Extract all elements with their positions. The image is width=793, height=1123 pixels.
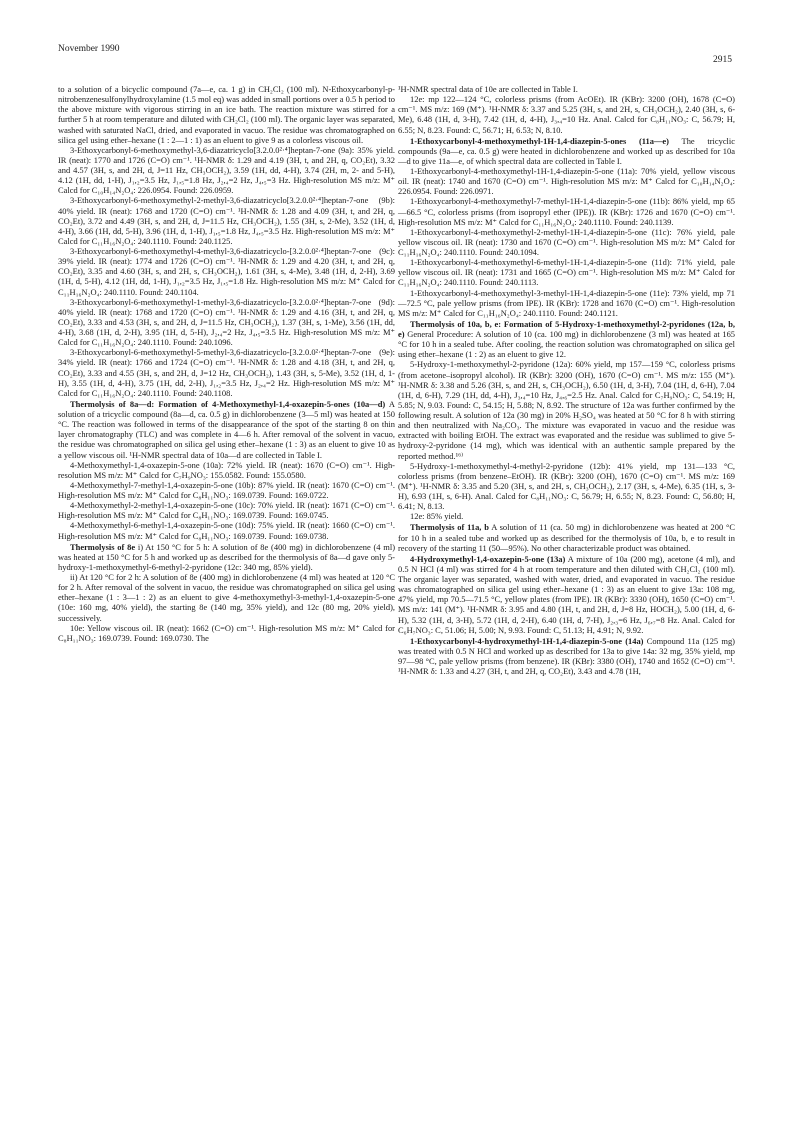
paragraph-text: 1-Ethoxycarbonyl-4-methoxymethyl-6-methyl-1H-1,4-diazepin-5-one (11d): 71% yield, pale yellow viscous oil. IR (neat): 1731 and 1665 (C=O) cm⁻¹. High-resolution MS m/z: M⁺ Calcd for C₁₁H₁₆N₂O₄: 240.1110. Found: 240.1113. xyxy=(398,257,735,288)
body-paragraph xyxy=(398,257,735,287)
paragraph-text: ¹H-NMR spectral data of 10e are collected in Table I. xyxy=(398,84,578,94)
section-paragraph xyxy=(58,399,395,460)
running-header-date: November 1990 xyxy=(58,44,120,54)
section-heading: 1-Ethoxycarbonyl-4-hydroxymethyl-1H-1,4-diazepin-5-one (14a) xyxy=(410,635,644,646)
body-paragraph xyxy=(398,84,735,94)
section-paragraph xyxy=(398,636,735,677)
body-paragraph xyxy=(58,500,395,520)
section-heading: Thermolysis of 8a—d: Formation of 4-Methoxymethyl-1,4-oxazepin-5-ones (10a—d) xyxy=(70,398,386,409)
paragraph-text: Compound 11a (125 mg) was treated with 0.5 N HCl and worked up as described for 13a to give 14a: 32 mg, 35% yield, mp 97—98 °C, pale yellow prisms (from benzene). IR (KBr): 3380 (OH), 1740 and 1652 (C=O) cm⁻¹. ¹H-NMR δ: 1.33 and 4.27 (3H, t, and 2H, q, CO₂Et), 3.43 and 4.78 (1H, xyxy=(398,635,735,677)
paragraph-text: 1-Ethoxycarbonyl-4-methoxymethyl-3-methyl-1H-1,4-diazepin-5-one (11e): 73% yield, mp 71—72.5 °C, pale yellow prisms (from IPE). IR (KBr): 1728 and 1670 (C=O) cm⁻¹. High-resolution MS m/z: M⁺ Calcd for C₁₁H₁₆N₂O₄: 240.1110. Found: 240.1121. xyxy=(398,287,735,318)
section-heading: 1-Ethoxycarbonyl-4-methoxymethyl-1H-1,4-diazepin-5-ones (11a—e) xyxy=(410,135,669,146)
body-paragraph xyxy=(58,520,395,540)
section-paragraph xyxy=(398,319,735,360)
body-paragraph xyxy=(58,195,395,246)
section-paragraph xyxy=(398,136,735,166)
body-paragraph xyxy=(398,511,735,521)
paragraph-text: 3-Ethoxycarbonyl-6-methoxymethyl-2-methyl-3,6-diazatricyclo[3.2.0.0²·⁴]heptan-7-one (9b): 40% yield. IR (neat): 1768 and 1720 (C=O) cm⁻¹. ¹H-NMR δ: 1.28 and 4.09 (3H, t, and 2H, q, CO₂Et), 3.72 and 4.49 (3H, s, and 2H, d, J=11.5 Hz, CH₃OCH₂), 1.55 (3H, s, 2-Me), 3.52 (1H, d, 4-H), 3.66 (1H, dd, 5-H), 3.96 (1H, d, 1-H), J₁,₅=1.8 Hz, J₄,₅=3.5 Hz. High-resolution MS m/z: M⁺ Calcd for C₁₁H₁₆N₂O₄: 240.1110. Found: 240.1125. xyxy=(58,195,395,246)
paragraph-text: 3-Ethoxycarbonyl-6-methoxymethyl-5-methyl-3,6-diazatricyclo-[3.2.0.0²·⁴]heptan-7-one (9e): 34% yield. IR (neat): 1766 and 1724 (C=O) cm⁻¹. ¹H-NMR δ: 1.28 and 4.18 (3H, t, and 2H, q, CO₂Et), 3.33 and 4.55 (3H, s, and 2H, d, J=12 Hz, CH₃OCH₂), 1.43 (3H, s, 5-Me), 3.52 (1H, d, 1-H), 3.55 (1H, d, 4-H), 3.75 (1H, dd, 2-H), J₁,₂=3.5 Hz, J₂,₄=2 Hz. High-resolution MS m/z: M⁺ Calcd for C₁₁H₁₆N₂O₄: 240.1110. Found: 240.1108. xyxy=(58,347,395,398)
paragraph-text: General Procedure: A solution of 10 (ca. 100 mg) in dichlorobenzene (3 ml) was heated at 165 °C for 10 h in a sealed tube. After cooling, the reaction solution was chromatographed on silica gel using ether–hexane (1 : 2) as an eluent to give 12. xyxy=(398,329,736,360)
body-paragraph xyxy=(58,572,395,623)
body-paragraph xyxy=(398,359,735,460)
paragraph-text: 12e: mp 122—124 °C, colorless prisms (from AcOEt). IR (KBr): 3200 (OH), 1678 (C=O) cm⁻¹. MS m/z: 169 (M⁺). ¹H-NMR δ: 3.37 and 5.25 (3H, s, and 2H, s, CH₃OCH₂), 2.40 (3H, s, 6-Me), 6.48 (1H, d, 3-H), 7.42 (1H, d, 4-H), J₃,₄=10 Hz. Anal. Calcd for C₈H₁₁NO₃: C, 56.79; H, 6.55; N, 8.23. Found: C, 56.71; H, 6.53; N, 8.10. xyxy=(398,94,735,135)
paragraph-text: 4-Methoxymethyl-6-methyl-1,4-oxazepin-5-one (10d): 75% yield. IR (neat): 1660 (C=O) cm⁻¹. High-resolution MS m/z: M⁺ Calcd for C₈H₁₁NO₃: 169.0739. Found: 169.0738. xyxy=(58,520,395,541)
paragraph-text: i) At 150 °C for 5 h: A solution of 8e (400 mg) in dichlorobenzene (4 ml) was heated at 150 °C for 5 h and worked up as described for the thermolysis of 8a—d gave only 5-hydroxy-1-methoxymethyl-6-methyl-2-pyridone (12c: 340 mg, 85% yield). xyxy=(58,541,396,572)
paragraph-text: ii) At 120 °C for 2 h: A solution of 8e (400 mg) in dichlorobenzene (4 ml) was heated at 120 °C for 2 h. After removal of the solvent in vacuo, the residue was chromatographed on silica gel using ether–hexane (1 : 3—1 : 2) as an eluent to give 4-methoxymethyl-3-methyl-1,4-oxazepin-5-one (10e: 160 mg, 40% yield), the starting 8e (140 mg, 35% yield), and 12c (80 mg, 20% yield), successively. xyxy=(58,572,395,623)
paragraph-text: 1-Ethoxycarbonyl-4-methoxymethyl-7-methyl-1H-1,4-diazepin-5-one (11b): 86% yield, mp 65—66.5 °C, colorless prisms (from isopropyl ether (IPE)). IR (KBr): 1726 and 1670 (C=O) cm⁻¹. High-resolution MS m/z: M⁺ Calcd for C₁₁H₁₆N₂O₄: 240.1110. Found: 240.1139. xyxy=(398,196,735,227)
section-heading: Thermolysis of 11a, b xyxy=(410,522,489,533)
body-paragraph xyxy=(398,227,735,257)
body-paragraph xyxy=(398,166,735,196)
body-paragraph xyxy=(58,623,395,643)
right-text-column xyxy=(398,84,735,676)
paragraph-text: 3-Ethoxycarbonyl-6-methoxymethyl-3,6-diazatricyclo[3.2.0.0²·⁴]heptan-7-one (9a): 35% yield. IR (neat): 1770 and 1726 (C=O) cm⁻¹. ¹H-NMR δ: 1.29 and 4.19 (3H, t, and 2H, q, CO₂Et), 3.32 and 4.57 (3H, s, and 2H, d, J=11 Hz, CH₃OCH₂), 3.59 (1H, dd, 4-H), 3.74 (2H, m, 2- and 5-H), 4.12 (1H, dd, 1-H), J₁,₂=3.5 Hz, J₁,₅=1.8 Hz, J₂,₄=2 Hz, J₄,₅=3 Hz. High-resolution MS m/z: M⁺ Calcd for C₁₀H₁₄N₂O₄: 226.0954. Found: 226.0959. xyxy=(58,144,395,196)
paragraph-text: 12e: 85% yield. xyxy=(410,511,464,522)
body-paragraph xyxy=(398,94,735,135)
paragraph-text: 4-Methoxymethyl-7-methyl-1,4-oxazepin-5-one (10b): 87% yield. IR (neat): 1670 (C=O) cm⁻¹. High-resolution MS m/z: M⁺ Calcd for C₈H₁₁NO₃: 169.0739. Found: 169.0722. xyxy=(58,479,395,500)
body-paragraph xyxy=(58,145,395,196)
body-paragraph xyxy=(58,297,395,348)
body-paragraph xyxy=(398,196,735,226)
section-heading: 4-Hydroxymethyl-1,4-oxazepin-5-one (13a) xyxy=(410,553,566,564)
section-heading: Thermolysis of 8e xyxy=(70,541,136,552)
paragraph-text: 3-Ethoxycarbonyl-6-methoxymethyl-4-methyl-3,6-diazatricyclo-[3.2.0.0²·⁴]heptan-7-one (9c): 39% yield. IR (neat): 1774 and 1726 (C=O) cm⁻¹. ¹H-NMR δ: 1.29 and 4.20 (3H, t, and 2H, q, CO₂Et), 3.35 and 4.60 (3H, s, and 2H, s, CH₃OCH₂), 1.61 (3H, s, 4-Me), 3.48 (1H, d, 2-H), 3.69 (1H, d, 5-H), 4.12 (1H, dd, 1-H), J₁,₂=3.5 Hz, J₁,₅=1.8 Hz. High-resolution MS m/z: M⁺ Calcd for C₁₁H₁₆N₂O₄: 240.1110. Found: 240.1104. xyxy=(58,246,395,297)
paragraph-text: to a solution of a bicyclic compound (7a—e, ca. 1 g) in CH₂Cl₂ (100 ml). N-Ethoxycarbonyl-p-nitrobenzenesulfonylhydroxylamine (1.5 mol eq) was added in small portions over a 0.5 h period to the above mixture with vigorous stirring in an ice bath. The reaction mixture was stirred for a further 5 h at room temperature and diluted with CH₂Cl₂ (100 ml). The organic layer was separated, washed with saturated NaCl, dried, and evaporated in vacuo. The residue was chromatographed on silica gel using ether–hexane (1 : 2—1 : 1) as an eluent to give 9 as a colorless viscous oil. xyxy=(58,84,395,145)
body-paragraph xyxy=(58,460,395,480)
section-paragraph xyxy=(398,554,735,635)
section-paragraph xyxy=(398,522,735,552)
paragraph-text: A solution of a tricyclic compound (8a—d, ca. 0.5 g) in dichlorobenzene (3—5 ml) was heated at 150 °C. The reaction was followed in terms of the disappearance of the spot of the starting 8 on thin layer chromatography (TLC) and was complete in 4—6 h. After removal of the solvent in vacuo, the residue was chromatographed on silica gel using ether–hexane (1 : 3) as an eluent to give 10 as a yellow viscous oil. ¹H-NMR spectral data of 10a—d are collected in Table I. xyxy=(58,398,395,460)
paragraph-text: A solution of 11 (ca. 50 mg) in dichlorobenzene was heated at 200 °C for 10 h in a sealed tube and worked up as described for the thermolysis of 10a, b, e to result in recovery of the starting 11 (50—95%). No other characterizable product was obtained. xyxy=(398,522,735,553)
paragraph-text: 1-Ethoxycarbonyl-4-methoxymethyl-1H-1,4-diazepin-5-one (11a): 70% yield, yellow viscous oil. IR (neat): 1740 and 1670 (C=O) cm⁻¹. High-resolution MS m/z: M⁺ Calcd for C₁₀H₁₄N₂O₄: 226.0954. Found: 226.0971. xyxy=(398,166,735,197)
section-heading: Thermolysis of 10a, b, e: Formation of 5-Hydroxy-1-methoxymethyl-2-pyridones (12a, b, e) xyxy=(398,318,735,339)
body-paragraph xyxy=(58,246,395,297)
body-paragraph xyxy=(398,461,735,512)
paragraph-text: 5-Hydroxy-1-methoxymethyl-2-pyridone (12a): 60% yield, mp 157—159 °C, colorless prisms (from acetone–isopropyl alcohol). IR (KBr): 3200 (OH), 1670 (C=O) cm⁻¹. MS m/z: 155 (M⁺). ¹H-NMR δ: 3.38 and 5.26 (3H, s, and 2H, s, CH₃OCH₂), 6.50 (1H, d, 3-H), 7.04 (1H, d, 6-H), 7.04 (1H, d, 6-H), 7.29 (1H, dd, 4-H), J₃,₄=10 Hz, J₄,₆=2.5 Hz. Anal. Calcd for C₇H₉NO₃: C, 54.19; H, 5.85; N, 9.03. Found: C, 54.15; H, 5.88; N, 8.92. The structure of 12a was further confirmed by the following result. A solution of 12a (30 mg) in 20% H₂SO₄ was heated at 50 °C for 8 h with stirring and then neutralized with Na₂CO₃. The mixture was evaporated in vacuo and the residue was extracted with boiling EtOH. The extract was evaporated and the residue was sublimed to give 5-hydroxy-2-pyridone (14 mg), which was identical with an authentic sample prepared by the reported method.¹⁶⁾ xyxy=(398,359,735,461)
paragraph-text: 1-Ethoxycarbonyl-4-methoxymethyl-2-methyl-1H-1,4-diazepin-5-one (11c): 76% yield, pale yellow viscous oil. IR (neat): 1730 and 1670 (C=O) cm⁻¹. High-resolution MS m/z: M⁺ Calcd for C₁₁H₁₆N₂O₄: 240.1110. Found: 240.1094. xyxy=(398,226,735,257)
body-paragraph xyxy=(58,347,395,398)
body-paragraph xyxy=(58,480,395,500)
paragraph-text: The tricyclic compounds (9a—e, ca. 0.5 g) were heated in dichlorobenzene and worked up as described for 10a—d to give 11a—e, of which spectral data are collected in Table I. xyxy=(398,135,735,166)
left-text-column xyxy=(58,84,395,643)
page-number: 2915 xyxy=(713,55,732,65)
paragraph-text: 5-Hydroxy-1-methoxymethyl-4-methyl-2-pyridone (12b): 41% yield, mp 131—133 °C, colorless prisms (from benzene–EtOH). IR (KBr): 3200 (OH), 1670 (C=O) cm⁻¹. MS m/z: 169 (M⁺). ¹H-NMR δ: 3.35 and 5.20 (3H, s, and 2H, s, CH₃OCH₂), 2.17 (3H, s, 4-Me), 6.35 (1H, s, 3-H), 6.93 (1H, s, 6-H). Anal. Calcd for C₈H₁₁NO₃: C, 56.79; H, 6.55; N, 8.23. Found: C, 56.80; H, 6.41; N, 8.13. xyxy=(398,460,735,512)
paragraph-text: A mixture of 10a (200 mg), acetone (4 ml), and 0.5 N HCl (4 ml) was stirred for 4 h at room temperature and then diluted with CH₂Cl₂ (100 ml). The organic layer was separated, washed with water, dried, and evaporated in vacuo. The residue was chromatographed on silica gel using ether–hexane (1 : 3) as an eluent to give 13a: 108 mg, 47% yield, mp 70.5—71.5 °C, yellow plates (from IPE). IR (KBr): 3330 (OH), 1650 (C=O) cm⁻¹. MS m/z: 141 (M⁺). ¹H-NMR δ: 3.95 and 4.80 (1H, t, and 2H, d, J=8 Hz, HOCH₂), 5.00 (1H, d, 6-H), 5.32 (1H, d, 3-H), 5.72 (1H, d, 2-H), 6.40 (1H, d, 7-H), J₂,₃=6 Hz, J₆,₇=8 Hz. Anal. Calcd for C₆H₇NO₃: C, 51.06; H, 5.00; N, 9.93. Found: C, 51.13; H, 4.91; N, 9.92. xyxy=(398,553,735,635)
section-paragraph xyxy=(58,542,395,572)
body-paragraph xyxy=(58,84,395,145)
paragraph-text: 10e: Yellow viscous oil. IR (neat): 1662 (C=O) cm⁻¹. High-resolution MS m/z: M⁺ Calcd for C₈H₁₁NO₃: 169.0739. Found: 169.0730. The xyxy=(58,622,395,643)
paragraph-text: 4-Methoxymethyl-1,4-oxazepin-5-one (10a): 72% yield. IR (neat): 1670 (C=O) cm⁻¹. High-resolution MS m/z: M⁺ Calcd for C₇H₉NO₃: 155.0582. Found: 155.0580. xyxy=(58,459,395,480)
body-paragraph xyxy=(398,288,735,318)
paragraph-text: 3-Ethoxycarbonyl-6-methoxymethyl-1-methyl-3,6-diazatricyclo-[3.2.0.0²·⁴]heptan-7-one (9d): 40% yield. IR (neat): 1768 and 1720 (C=O) cm⁻¹. ¹H-NMR δ: 1.29 and 4.16 (3H, t, and 2H, q, CO₂Et), 3.33 and 4.53 (3H, s, and 2H, d, J=11.5 Hz, CH₃OCH₂), 1.37 (3H, s, 1-Me), 3.56 (1H, dd, 4-H), 3.68 (1H, d, 2-H), 3.95 (1H, d, 5-H), J₂,₄=2 Hz, J₄,₅=3.5 Hz. High-resolution MS m/z: M⁺ Calcd for C₁₁H₁₆N₂O₄: 240.1110. Found: 240.1096. xyxy=(58,296,395,348)
paragraph-text: 4-Methoxymethyl-2-methyl-1,4-oxazepin-5-one (10c): 70% yield. IR (neat): 1671 (C=O) cm⁻¹. High-resolution MS m/z: M⁺ Calcd for C₈H₁₁NO₃: 169.0739. Found: 169.0745. xyxy=(58,500,395,521)
